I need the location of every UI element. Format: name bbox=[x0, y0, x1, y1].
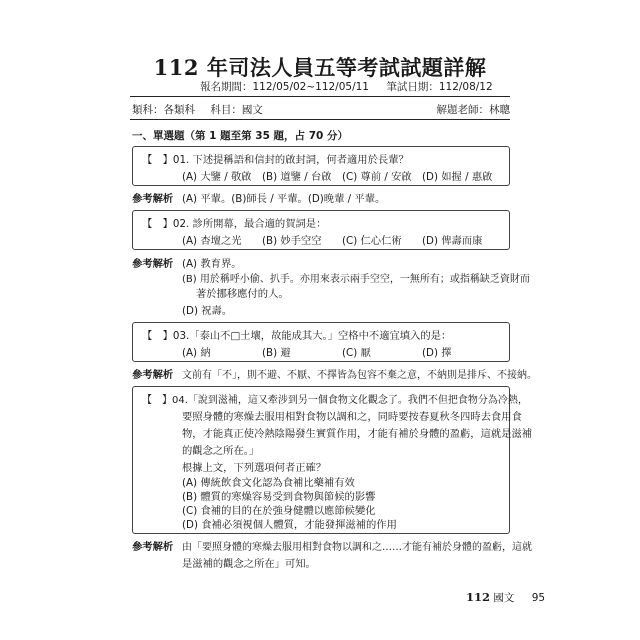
option: (B) 妙手空空 bbox=[262, 235, 322, 247]
option: (D) 俾壽而康 bbox=[422, 235, 483, 247]
reference-text: (A) 平輩。(B)師長 / 平輩。(D)晚輩 / 平輩。 bbox=[182, 193, 386, 205]
subject: 科目：國文 bbox=[210, 104, 263, 116]
option: (D) 食補必須視個人體質，才能發揮滋補的作用 bbox=[182, 519, 397, 531]
footer-subject: 國文 bbox=[493, 592, 515, 604]
exam-dates bbox=[200, 79, 507, 94]
meta-row bbox=[132, 102, 510, 117]
option: (C) 尊前 / 安啟 bbox=[342, 171, 412, 183]
page-footer bbox=[466, 590, 545, 605]
section-title: 一、單選題（第 1 題至第 35 題，占 70 分） bbox=[132, 130, 348, 142]
option: (D) 擇 bbox=[422, 347, 452, 359]
option: (B) 避 bbox=[262, 347, 291, 359]
question-stem: 【 】02. 診所開幕，最合適的賀詞是： bbox=[142, 218, 327, 230]
question-stem: 【 】01. 下述提稱語和信封的啟封詞，何者適用於長輩？ bbox=[142, 154, 409, 166]
option: (B) 體質的寒燥容易受到食物與節候的影響 bbox=[182, 491, 376, 503]
option: (C) 仁心仁術 bbox=[342, 235, 402, 247]
option: (A) 傳統飲食文化認為食補比藥補有效 bbox=[182, 477, 355, 489]
option: (A) 大鑒 / 敬啟 bbox=[182, 171, 252, 183]
option: (C) 厭 bbox=[342, 347, 371, 359]
reference-text: (A) 教育界。 bbox=[182, 258, 242, 270]
registration-period: 報名期間：112/05/02~112/05/11 bbox=[200, 81, 369, 93]
category: 類科：各類科 bbox=[132, 104, 195, 116]
option: (A) 納 bbox=[182, 347, 211, 359]
option: (D) 如握 / 惠啟 bbox=[422, 171, 493, 183]
option: (B) 道鑒 / 台啟 bbox=[262, 171, 332, 183]
reference-label: 參考解析 bbox=[132, 258, 174, 270]
question-stem: 【 】04.「說到滋補，這又牽涉到另一個食物文化觀念了。我們不但把食物分為冷熱， bbox=[142, 395, 528, 406]
footer-book: 112 bbox=[466, 590, 491, 604]
page-number: 95 bbox=[531, 592, 546, 604]
passage-line: 要照身體的寒燥去服用相對食物以調和之，同時要按春夏秋冬四時去食用食 bbox=[182, 411, 522, 423]
reference-text: (B) 用於稱呼小偷、扒手。亦用來表示兩手空空，一無所有；或指稱缺乏資財而 bbox=[182, 274, 530, 285]
teacher: 解題老師：林聰 bbox=[436, 104, 510, 116]
reference-text: 文前有「不」，則不避、不厭、不擇皆為包容不棄之意，不納則是排斥、不接納。 bbox=[182, 370, 537, 381]
reference-text: 著於挪移應付的人。 bbox=[196, 288, 289, 300]
divider bbox=[130, 96, 510, 97]
reference-label: 參考解析 bbox=[132, 369, 174, 381]
reference-label: 參考解析 bbox=[132, 541, 174, 553]
exam-date: 筆試日期：112/08/12 bbox=[386, 81, 493, 93]
question-stem: 【 】03.「泰山不□土壤，故能成其大。」空格中不適宜填入的是： bbox=[142, 330, 452, 342]
reference-text: 是滋補的觀念之所在」可知。 bbox=[182, 558, 316, 570]
reference-label: 參考解析 bbox=[132, 193, 174, 205]
passage-line: 根據上文，下列選項何者正確？ bbox=[182, 462, 327, 474]
reference-text: (D) 祝壽。 bbox=[182, 305, 233, 317]
passage-line: 物，才能真正使冷熱陰陽發生實質作用，才能有補於身體的盈虧，這就是滋補 bbox=[182, 428, 533, 440]
passage-line: 的觀念之所在。」 bbox=[182, 445, 260, 457]
option: (C) 食補的目的在於強身健體以應節候變化 bbox=[182, 505, 376, 517]
page-title: 112 年司法人員五等考試試題詳解 bbox=[153, 55, 487, 80]
option: (A) 杏壇之光 bbox=[182, 235, 242, 247]
divider bbox=[130, 119, 510, 120]
reference-text: 由「要照身體的寒燥去服用相對食物以調和之……才能有補於身體的盈虧，這就 bbox=[182, 542, 532, 553]
